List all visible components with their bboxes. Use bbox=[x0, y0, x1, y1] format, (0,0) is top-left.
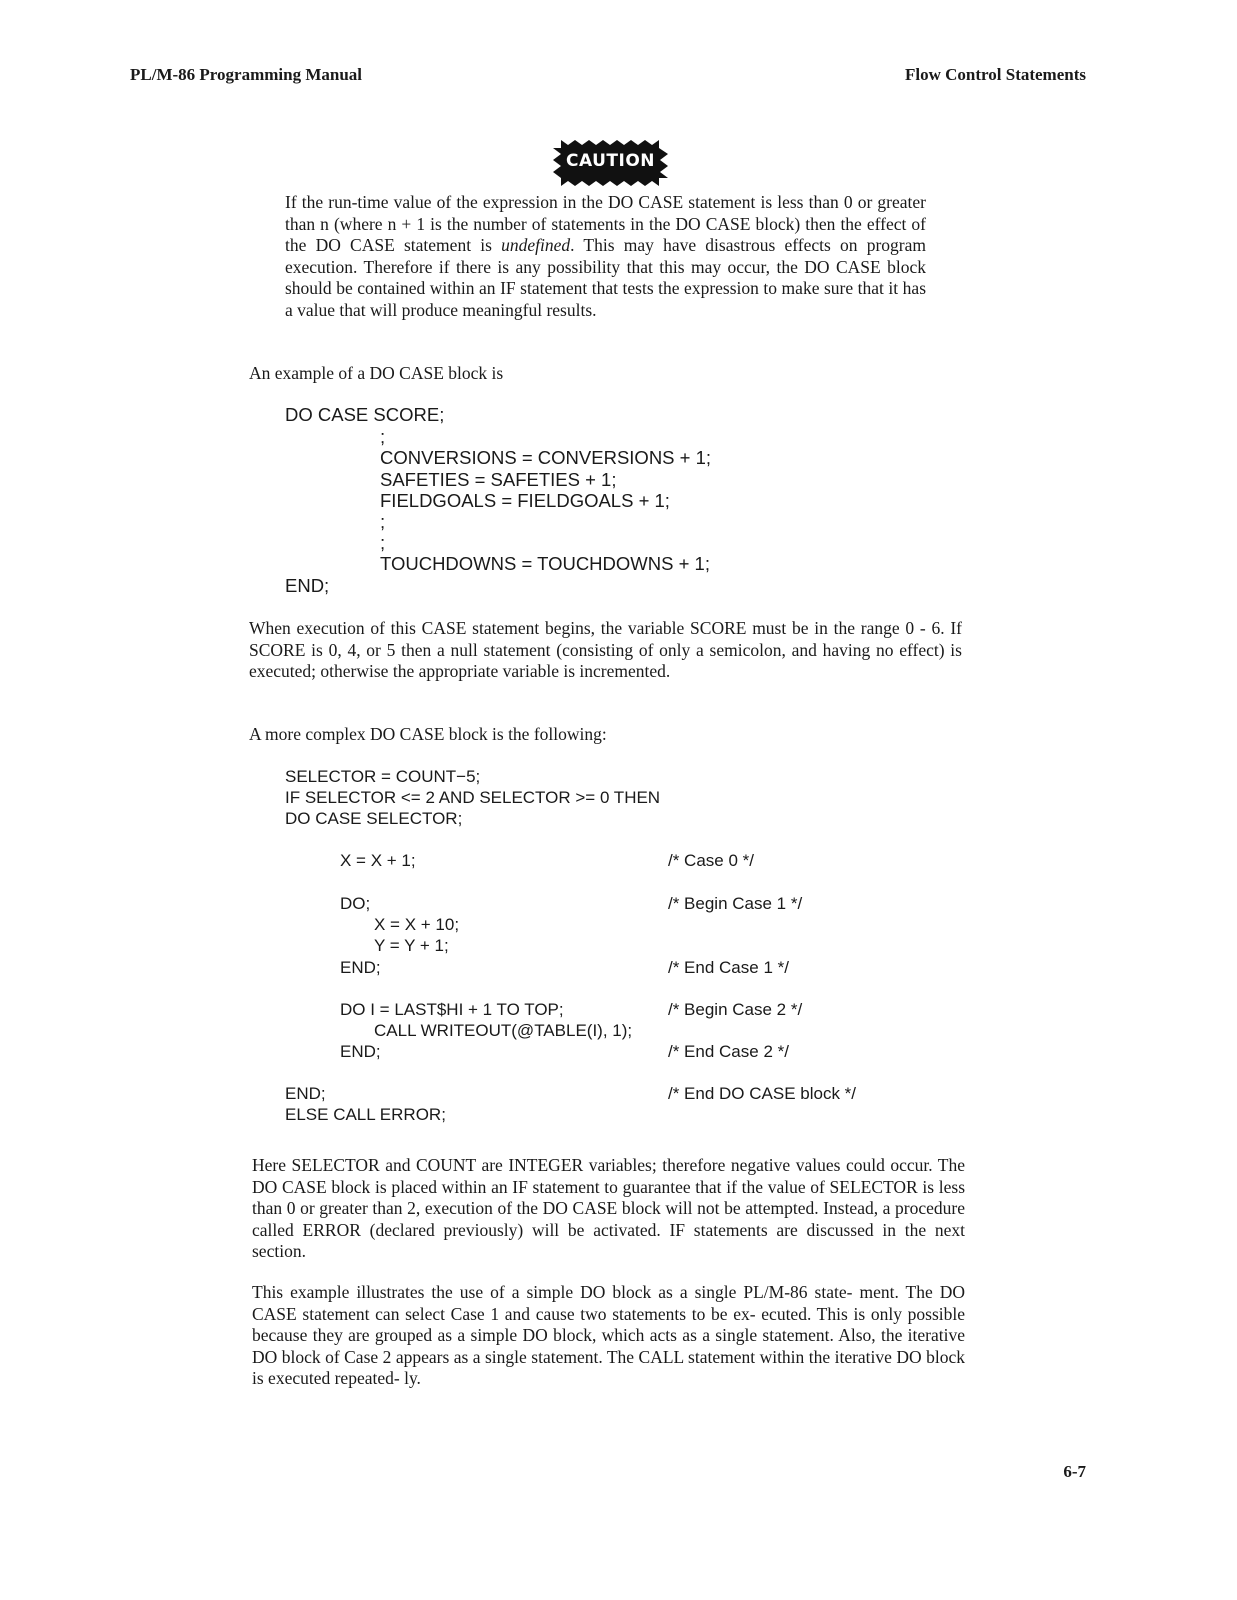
code-line: ; bbox=[380, 426, 386, 447]
caution-text bbox=[285, 192, 926, 321]
paragraph-line: previously) will be activated. IF statements are discussed in the next section. bbox=[252, 1219, 965, 1261]
code-line: CALL WRITEOUT(@TABLE(I), 1); bbox=[374, 1021, 633, 1040]
running-header-section: Flow Control Statements bbox=[905, 65, 1086, 84]
paragraph-line: CASE block will not be attempted. Instead, a procedure called ERROR (declared bbox=[252, 1198, 966, 1240]
paragraph-selector-explanation bbox=[252, 1155, 965, 1263]
caution-line: value that will produce meaningful results. bbox=[297, 299, 597, 320]
paragraph-line: ecuted. This is only possible because they are grouped as a simple DO block, which bbox=[252, 1303, 965, 1345]
caution-label: CAUTION bbox=[565, 151, 655, 171]
code-line: FIELDGOALS = FIELDGOALS + 1; bbox=[380, 490, 670, 511]
code-comment: /* End Case 1 */ bbox=[668, 958, 789, 977]
code-line: SELECTOR = COUNT−5; bbox=[285, 767, 481, 786]
code-line: IF SELECTOR <= 2 AND SELECTOR >= 0 THEN bbox=[285, 788, 661, 807]
caution-line: may have disastrous effects on program execution. Therefore if there is any bbox=[285, 235, 927, 277]
caution-line: possibility that this may occur, the DO CASE block should be contained bbox=[285, 256, 927, 298]
caution-line: If the run-time value of the expression in the DO CASE statement is less bbox=[285, 192, 804, 212]
paragraph-line: semicolon, and having no effect) is executed; otherwise the appropriate variable is bbox=[249, 639, 962, 681]
code-comment: /* End DO CASE block */ bbox=[668, 1084, 857, 1103]
code-line: TOUCHDOWNS = TOUCHDOWNS + 1; bbox=[380, 553, 710, 574]
paragraph-do-block-explanation bbox=[252, 1282, 965, 1390]
code-line: DO CASE SCORE; bbox=[285, 404, 445, 425]
code-line: ; bbox=[380, 532, 386, 553]
code-line: DO CASE SELECTOR; bbox=[285, 809, 463, 828]
caution-badge bbox=[553, 140, 668, 186]
paragraph-line: statement. The CALL statement within the iterative DO block is executed repeated- bbox=[252, 1346, 966, 1388]
running-header-title: PL/M-86 Programming Manual bbox=[130, 65, 362, 84]
caution-line: within an IF statement that tests the expression to make sure that it has a bbox=[285, 278, 926, 320]
code-line: CONVERSIONS = CONVERSIONS + 1; bbox=[380, 447, 712, 468]
paragraph-line: ment. The DO CASE statement can select Case 1 and cause two statements to be ex- bbox=[252, 1282, 965, 1324]
page-number: 6-7 bbox=[1063, 1462, 1086, 1481]
code-line: ELSE CALL ERROR; bbox=[285, 1105, 446, 1124]
paragraph-line: This example illustrates the use of a simple DO block as a single PL/M-86 state- bbox=[252, 1282, 853, 1302]
code-line: ; bbox=[380, 511, 386, 532]
paragraph-line: When execution of this CASE statement begins, the variable SCORE must be in the bbox=[249, 618, 855, 638]
paragraph-line: Here SELECTOR and COUNT are INTEGER variables; therefore negative values bbox=[252, 1155, 841, 1175]
caution-line: . This bbox=[570, 235, 615, 255]
code-line: X = X + 1; bbox=[340, 851, 416, 870]
code-comment: /* Begin Case 2 */ bbox=[668, 1000, 803, 1019]
code-line: DO; bbox=[340, 894, 371, 913]
code-line: X = X + 10; bbox=[374, 915, 460, 934]
code-line: END; bbox=[285, 1084, 326, 1103]
code-line: END; bbox=[285, 575, 330, 596]
code-line: DO I = LAST$HI + 1 TO TOP; bbox=[340, 1000, 564, 1019]
code-line: Y = Y + 1; bbox=[374, 936, 449, 955]
paragraph-line: if the value of SELECTOR is less than 0 or greater than 2, execution of the DO bbox=[252, 1176, 966, 1218]
paragraph-line: could occur. The DO CASE block is placed within an IF statement to guarantee that bbox=[252, 1155, 966, 1197]
code-comment: /* Case 0 */ bbox=[668, 851, 754, 870]
example1-intro: An example of a DO CASE block is bbox=[249, 363, 504, 383]
paragraph-line: acts as a single statement. Also, the iterative DO block of Case 2 appears as a single bbox=[252, 1325, 965, 1367]
caution-emphasis: undefined bbox=[501, 235, 571, 255]
paragraph-score-explanation bbox=[249, 618, 962, 683]
caution-line: CASE block) then the effect of the DO CASE statement is bbox=[285, 213, 927, 255]
paragraph-line: range 0 - 6. If SCORE is 0, 4, or 5 then a null statement (consisting of only a bbox=[249, 618, 962, 660]
code-line: SAFETIES = SAFETIES + 1; bbox=[380, 469, 617, 490]
caution-line: than 0 or greater than n (where n + 1 is the number of statements in the DO bbox=[285, 192, 927, 234]
code-line: END; bbox=[340, 1042, 381, 1061]
example2-intro: A more complex DO CASE block is the following: bbox=[249, 724, 607, 744]
paragraph-line: incremented. bbox=[579, 661, 671, 681]
code-comment: /* End Case 2 */ bbox=[668, 1042, 789, 1061]
code-comment: /* Begin Case 1 */ bbox=[668, 894, 803, 913]
paragraph-line: ly. bbox=[404, 1368, 421, 1388]
code-line: END; bbox=[340, 958, 381, 977]
